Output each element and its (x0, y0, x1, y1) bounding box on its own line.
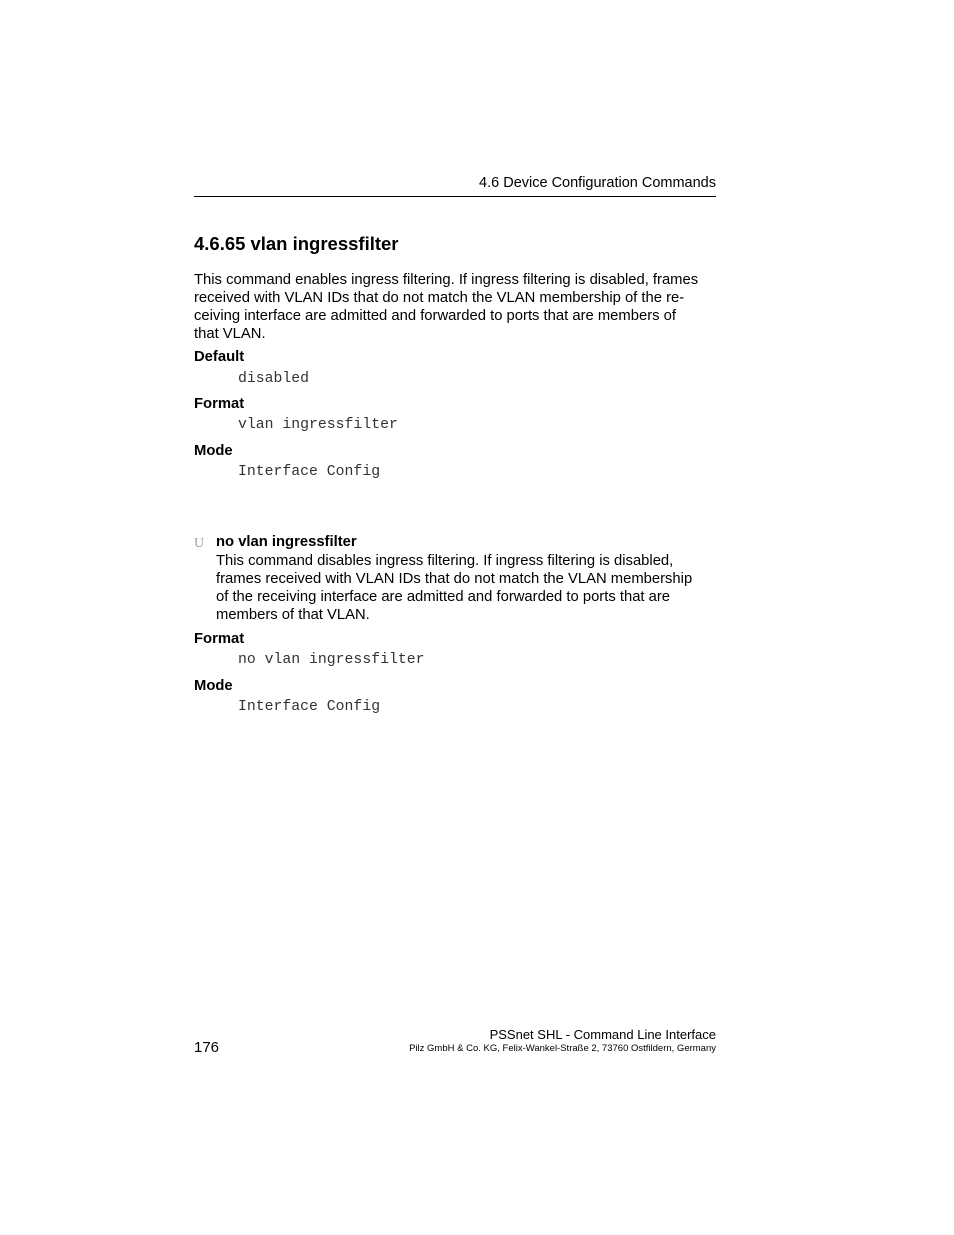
mode-label: Mode (194, 443, 233, 459)
description-line: that VLAN. (194, 326, 266, 342)
default-value: disabled (238, 371, 310, 387)
bullet-marker: U (194, 536, 205, 551)
footer-address: Pilz GmbH & Co. KG, Felix-Wankel-Straße 2, 73760 Ostfildern, Germany (409, 1043, 716, 1054)
description-line: This command disables ingress filtering. If ingress filtering is disabled, (216, 553, 674, 569)
section-heading (194, 233, 399, 255)
description-line: members of that VLAN. (216, 607, 370, 623)
subcommand-title: no vlan ingressfilter (216, 534, 357, 550)
description-line: frames received with VLAN IDs that do not match the VLAN membership (216, 571, 693, 587)
header-rule (194, 196, 716, 197)
sub-format-label: Format (194, 631, 245, 647)
section-number: 4.6.65 (194, 233, 246, 254)
default-label: Default (194, 349, 245, 365)
subcommand-description (216, 552, 692, 624)
sub-format-value: no vlan ingressfilter (238, 652, 425, 668)
footer-doc-title: PSSnet SHL - Command Line Interface (489, 1027, 716, 1042)
description-line: of the receiving interface are admitted and forwarded to ports that are (216, 589, 671, 605)
description-line: received with VLAN IDs that do not match the VLAN membership of the re- (194, 290, 685, 306)
mode-value: Interface Config (238, 464, 381, 480)
format-value: vlan ingressfilter (238, 417, 398, 433)
format-label: Format (194, 396, 245, 412)
description-line: ceiving interface are admitted and forwarded to ports that are members of (194, 308, 676, 324)
sub-mode-value: Interface Config (238, 699, 381, 715)
description-line: This command enables ingress filtering. If ingress filtering is disabled, frames (194, 272, 699, 288)
page-number: 176 (194, 1039, 220, 1056)
section-description (194, 271, 698, 343)
section-title: vlan ingressfilter (250, 233, 399, 254)
running-header: 4.6 Device Configuration Commands (479, 175, 716, 191)
sub-mode-label: Mode (194, 678, 233, 694)
